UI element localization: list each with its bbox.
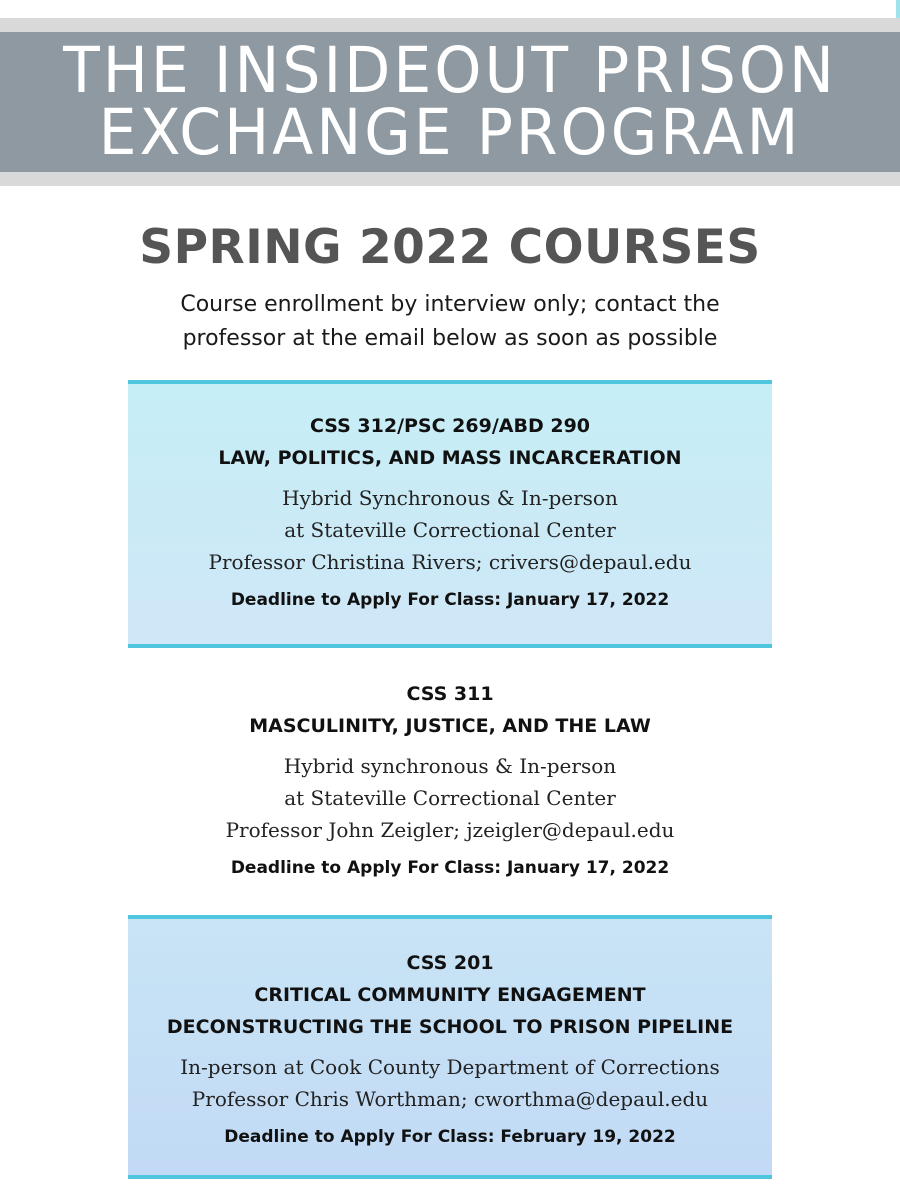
course-code: CSS 201	[406, 952, 494, 974]
course-card-css312	[128, 380, 772, 648]
course-title: MASCULINITY, JUSTICE, AND THE LAW	[249, 715, 651, 737]
course-code: CSS 311	[406, 683, 494, 705]
course-title-line-1: CRITICAL COMMUNITY ENGAGEMENT	[254, 984, 646, 1006]
banner-title-line-1: THE INSIDEOUT PRISON	[63, 34, 837, 108]
course-location: at Stateville Correctional Center	[284, 518, 616, 542]
enrollment-note-line-2: professor at the email below as soon as possible	[182, 326, 718, 351]
course-title-line-2: DECONSTRUCTING THE SCHOOL TO PRISON PIPELINE	[166, 1016, 734, 1038]
course-professor-contact: Professor Christina Rivers; crivers@depaul.edu	[208, 550, 692, 574]
course-title: LAW, POLITICS, AND MASS INCARCERATION	[218, 447, 682, 469]
course-card-css201	[128, 915, 772, 1179]
page-heading: SPRING 2022 COURSES	[139, 220, 761, 275]
course-professor-contact: Professor Chris Worthman; cworthma@depaul.edu	[191, 1087, 709, 1111]
application-deadline: Deadline to Apply For Class: January 17, 2022	[230, 858, 670, 878]
application-deadline: Deadline to Apply For Class: January 17, 2022	[230, 590, 670, 610]
course-format: Hybrid synchronous & In-person	[283, 754, 617, 778]
enrollment-note-line-1: Course enrollment by interview only; contact the	[180, 292, 720, 317]
corner-accent	[896, 0, 900, 18]
program-banner	[0, 32, 900, 172]
banner-title-line-2: EXCHANGE PROGRAM	[98, 96, 802, 170]
course-location: at Stateville Correctional Center	[284, 786, 616, 810]
enrollment-note	[0, 288, 900, 356]
course-format: Hybrid Synchronous & In-person	[282, 486, 618, 510]
course-code: CSS 312/PSC 269/ABD 290	[309, 415, 591, 437]
course-location: In-person at Cook County Department of Corrections	[180, 1055, 720, 1079]
application-deadline: Deadline to Apply For Class: February 19, 2022	[224, 1127, 676, 1147]
course-card-css311	[128, 678, 772, 898]
course-professor-contact: Professor John Zeigler; jzeigler@depaul.edu	[225, 818, 675, 842]
banner-frame	[0, 18, 900, 186]
